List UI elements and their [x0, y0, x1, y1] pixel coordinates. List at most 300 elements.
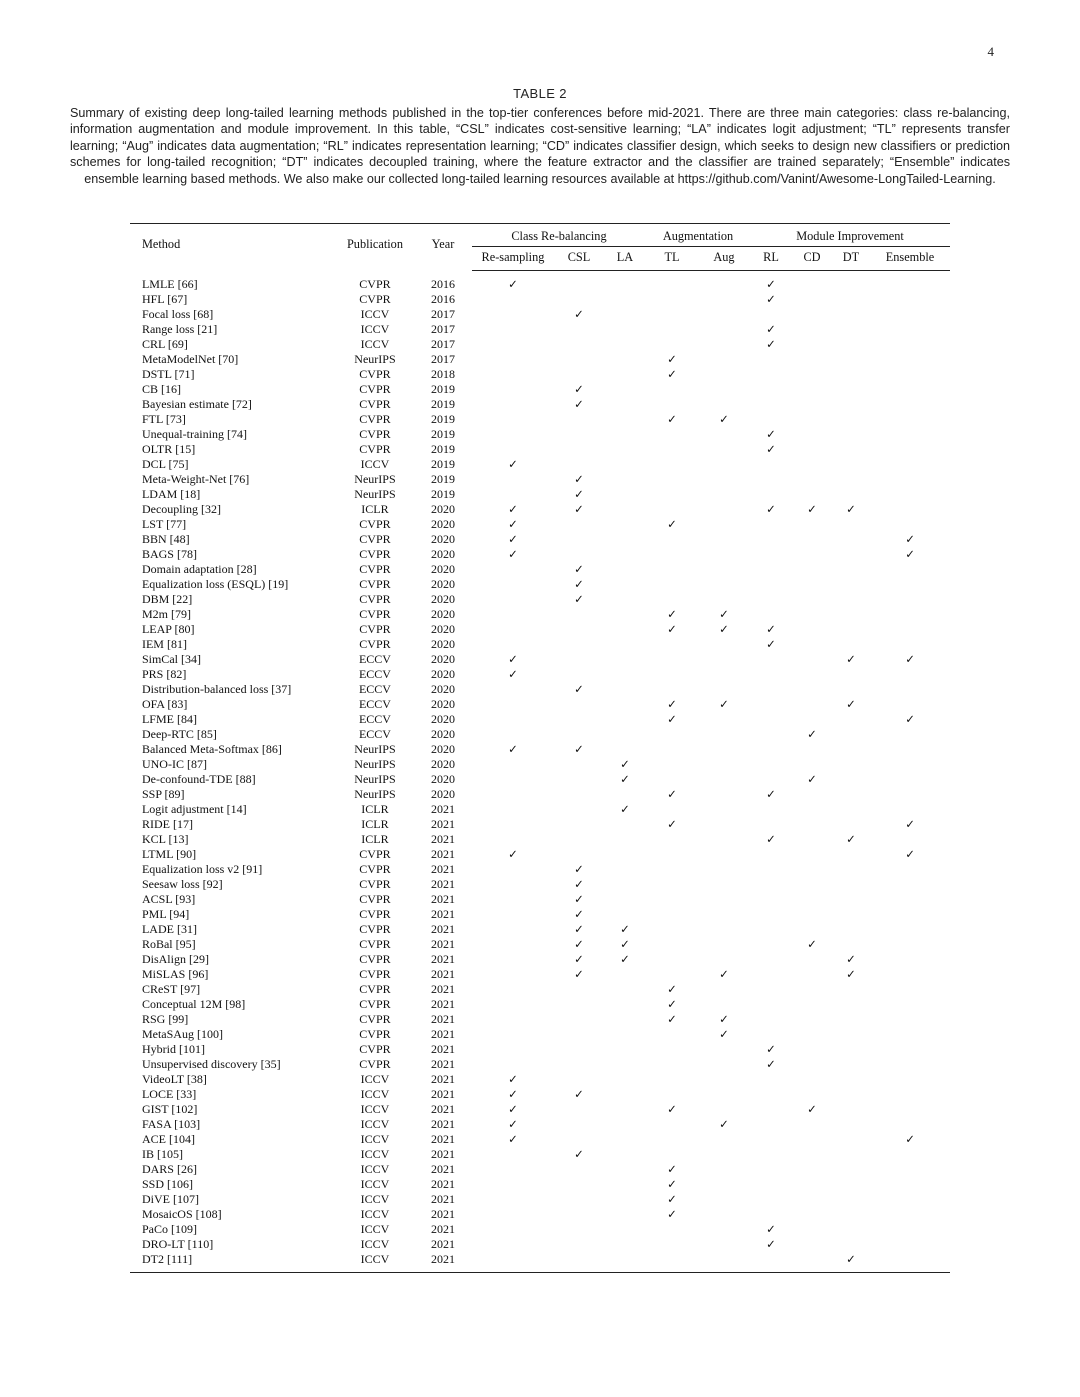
publication-cell: CVPR — [359, 607, 391, 622]
check-mark: ✓ — [807, 502, 817, 517]
publication-cell: NeurIPS — [354, 772, 396, 787]
empty-cell — [698, 742, 750, 757]
empty-cell — [554, 1057, 604, 1072]
empty-cell — [792, 652, 832, 667]
empty-cell — [750, 307, 792, 322]
table-row — [130, 592, 950, 607]
empty-cell — [646, 292, 698, 307]
empty-cell — [792, 1027, 832, 1042]
check-mark: ✓ — [766, 427, 776, 442]
check-mark: ✓ — [719, 967, 729, 982]
empty-cell — [870, 562, 950, 577]
method-cell: DT2 [111] — [141, 1252, 193, 1267]
method-cell: GIST [102] — [141, 1102, 198, 1117]
check-mark: ✓ — [574, 307, 584, 322]
empty-cell — [698, 592, 750, 607]
publication-cell: CVPR — [359, 592, 391, 607]
empty-cell — [832, 847, 870, 862]
empty-cell — [698, 502, 750, 517]
method-cell: PaCo [109] — [141, 1222, 197, 1237]
empty-cell — [832, 1027, 870, 1042]
method-cell: LMLE [66] — [141, 276, 198, 291]
table-row — [130, 952, 950, 967]
empty-cell — [698, 1147, 750, 1162]
empty-cell — [832, 367, 870, 382]
empty-cell — [750, 577, 792, 592]
table-row — [130, 1192, 950, 1207]
check-mark: ✓ — [667, 1012, 677, 1027]
check-mark: ✓ — [508, 517, 518, 532]
empty-cell — [832, 1177, 870, 1192]
empty-cell — [750, 997, 792, 1012]
empty-cell — [604, 817, 646, 832]
empty-cell — [646, 1147, 698, 1162]
check-mark: ✓ — [620, 772, 630, 787]
empty-cell — [646, 427, 698, 442]
empty-cell — [472, 1207, 554, 1222]
empty-cell — [554, 1222, 604, 1237]
publication-cell: ICCV — [360, 1117, 390, 1132]
empty-cell — [472, 577, 554, 592]
publication-cell: CVPR — [359, 382, 391, 397]
method-cell: LADE [31] — [141, 922, 197, 937]
empty-cell — [472, 397, 554, 412]
empty-cell — [698, 892, 750, 907]
empty-cell — [554, 322, 604, 337]
empty-cell — [646, 952, 698, 967]
check-mark: ✓ — [766, 277, 776, 292]
empty-cell — [604, 337, 646, 352]
empty-cell — [870, 1087, 950, 1102]
year-cell: 2021 — [430, 1162, 455, 1177]
empty-cell — [750, 487, 792, 502]
year-cell: 2021 — [430, 1117, 455, 1132]
method-cell: Deep-RTC [85] — [141, 727, 217, 742]
empty-cell — [750, 367, 792, 382]
table-row — [130, 847, 950, 862]
check-mark: ✓ — [574, 892, 584, 907]
publication-cell: ECCV — [358, 682, 391, 697]
method-cell: ACSL [93] — [141, 892, 196, 907]
empty-cell — [870, 1192, 950, 1207]
empty-cell — [698, 847, 750, 862]
table-row — [130, 682, 950, 697]
empty-cell — [792, 457, 832, 472]
empty-cell — [554, 1252, 604, 1273]
empty-cell — [792, 517, 832, 532]
year-cell: 2020 — [430, 637, 455, 652]
empty-cell — [604, 697, 646, 712]
method-cell: Domain adaptation [28] — [141, 562, 257, 577]
check-mark: ✓ — [574, 907, 584, 922]
empty-cell — [646, 577, 698, 592]
empty-cell — [832, 1162, 870, 1177]
method-cell: MetaSAug [100] — [141, 1027, 223, 1042]
check-mark: ✓ — [807, 727, 817, 742]
check-mark: ✓ — [807, 772, 817, 787]
empty-cell — [832, 442, 870, 457]
empty-cell — [792, 997, 832, 1012]
empty-cell — [554, 457, 604, 472]
col-header-resampling: Re-sampling — [472, 247, 554, 271]
empty-cell — [870, 352, 950, 367]
empty-cell — [604, 727, 646, 742]
method-cell: DCL [75] — [141, 457, 189, 472]
check-mark: ✓ — [719, 622, 729, 637]
check-mark: ✓ — [667, 1102, 677, 1117]
year-cell: 2019 — [430, 472, 455, 487]
empty-cell — [554, 352, 604, 367]
empty-cell — [604, 1147, 646, 1162]
publication-cell: CVPR — [359, 997, 391, 1012]
empty-cell — [832, 547, 870, 562]
empty-cell — [472, 892, 554, 907]
table-row — [130, 307, 950, 322]
empty-cell — [870, 1117, 950, 1132]
empty-cell — [646, 322, 698, 337]
table-row — [130, 1042, 950, 1057]
method-cell: LEAP [80] — [141, 622, 195, 637]
year-cell: 2020 — [430, 607, 455, 622]
check-mark: ✓ — [667, 1207, 677, 1222]
method-cell: FASA [103] — [141, 1117, 201, 1132]
check-mark: ✓ — [620, 952, 630, 967]
table-row — [130, 817, 950, 832]
empty-cell — [792, 412, 832, 427]
publication-cell: CVPR — [359, 847, 391, 862]
publication-cell: ICLR — [361, 802, 389, 817]
year-cell: 2019 — [430, 397, 455, 412]
empty-cell — [792, 637, 832, 652]
empty-cell — [472, 622, 554, 637]
empty-cell — [832, 1072, 870, 1087]
empty-cell — [750, 547, 792, 562]
empty-cell — [750, 682, 792, 697]
empty-cell — [604, 1252, 646, 1273]
empty-cell — [604, 397, 646, 412]
empty-cell — [604, 1117, 646, 1132]
check-mark: ✓ — [846, 832, 856, 847]
empty-cell — [832, 862, 870, 877]
empty-cell — [698, 1102, 750, 1117]
empty-cell — [604, 562, 646, 577]
year-cell: 2021 — [430, 892, 455, 907]
empty-cell — [792, 532, 832, 547]
empty-cell — [646, 472, 698, 487]
empty-cell — [792, 1207, 832, 1222]
table-row — [130, 742, 950, 757]
empty-cell — [792, 472, 832, 487]
empty-cell — [832, 682, 870, 697]
empty-cell — [832, 607, 870, 622]
empty-cell — [832, 1147, 870, 1162]
empty-cell — [472, 952, 554, 967]
col-header-ensemble: Ensemble — [870, 247, 950, 271]
empty-cell — [750, 1132, 792, 1147]
year-cell: 2017 — [430, 307, 455, 322]
check-mark: ✓ — [574, 577, 584, 592]
publication-cell: CVPR — [359, 982, 391, 997]
check-mark: ✓ — [667, 787, 677, 802]
empty-cell — [554, 1237, 604, 1252]
table-row — [130, 787, 950, 802]
empty-cell — [750, 1252, 792, 1273]
empty-cell — [792, 271, 832, 293]
year-cell: 2019 — [430, 457, 455, 472]
empty-cell — [750, 847, 792, 862]
table-row — [130, 352, 950, 367]
year-cell: 2020 — [430, 652, 455, 667]
empty-cell — [604, 322, 646, 337]
publication-cell: ECCV — [358, 727, 391, 742]
empty-cell — [870, 892, 950, 907]
empty-cell — [554, 517, 604, 532]
empty-cell — [750, 412, 792, 427]
publication-cell: CVPR — [359, 907, 391, 922]
publication-cell: ICCV — [360, 1147, 390, 1162]
method-cell: LOCE [33] — [141, 1087, 197, 1102]
empty-cell — [604, 637, 646, 652]
table-row — [130, 1177, 950, 1192]
method-cell: PRS [82] — [141, 667, 187, 682]
empty-cell — [604, 271, 646, 293]
empty-cell — [870, 832, 950, 847]
publication-cell: ICCV — [360, 1222, 390, 1237]
empty-cell — [792, 547, 832, 562]
empty-cell — [472, 757, 554, 772]
empty-cell — [832, 817, 870, 832]
publication-cell: CVPR — [359, 276, 391, 291]
table-row — [130, 862, 950, 877]
year-cell: 2019 — [430, 487, 455, 502]
empty-cell — [472, 1027, 554, 1042]
empty-cell — [832, 457, 870, 472]
method-cell: Hybrid [101] — [141, 1042, 205, 1057]
empty-cell — [698, 787, 750, 802]
empty-cell — [870, 622, 950, 637]
table-row — [130, 982, 950, 997]
empty-cell — [554, 847, 604, 862]
empty-cell — [792, 892, 832, 907]
empty-cell — [698, 937, 750, 952]
empty-cell — [870, 322, 950, 337]
check-mark: ✓ — [846, 502, 856, 517]
empty-cell — [646, 562, 698, 577]
empty-cell — [472, 1177, 554, 1192]
table-row — [130, 442, 950, 457]
publication-cell: ICCV — [360, 1192, 390, 1207]
method-cell: CReST [97] — [141, 982, 201, 997]
check-mark: ✓ — [846, 952, 856, 967]
empty-cell — [870, 952, 950, 967]
publication-cell: CVPR — [359, 562, 391, 577]
empty-cell — [750, 1192, 792, 1207]
empty-cell — [792, 1147, 832, 1162]
empty-cell — [604, 967, 646, 982]
empty-cell — [750, 1162, 792, 1177]
empty-cell — [792, 607, 832, 622]
empty-cell — [646, 772, 698, 787]
empty-cell — [832, 907, 870, 922]
empty-cell — [792, 1132, 832, 1147]
group-header-module-improvement: Module Improvement — [750, 224, 950, 247]
empty-cell — [472, 1162, 554, 1177]
empty-cell — [792, 427, 832, 442]
empty-cell — [472, 292, 554, 307]
empty-cell — [792, 922, 832, 937]
check-mark: ✓ — [719, 1012, 729, 1027]
empty-cell — [472, 307, 554, 322]
table-row — [130, 877, 950, 892]
publication-cell: ICCV — [360, 1087, 390, 1102]
method-cell: Seesaw loss [92] — [141, 877, 223, 892]
empty-cell — [750, 1177, 792, 1192]
empty-cell — [698, 532, 750, 547]
method-cell: MiSLAS [96] — [141, 967, 209, 982]
year-cell: 2020 — [430, 757, 455, 772]
publication-cell: CVPR — [359, 397, 391, 412]
empty-cell — [832, 271, 870, 293]
empty-cell — [646, 877, 698, 892]
table-row — [130, 892, 950, 907]
empty-cell — [792, 862, 832, 877]
empty-cell — [870, 787, 950, 802]
empty-cell — [792, 817, 832, 832]
empty-cell — [750, 907, 792, 922]
empty-cell — [698, 802, 750, 817]
empty-cell — [870, 1072, 950, 1087]
empty-cell — [698, 982, 750, 997]
empty-cell — [792, 577, 832, 592]
empty-cell — [792, 622, 832, 637]
col-header-la: LA — [604, 247, 646, 271]
year-cell: 2020 — [430, 532, 455, 547]
check-mark: ✓ — [905, 817, 915, 832]
check-mark: ✓ — [574, 592, 584, 607]
empty-cell — [604, 622, 646, 637]
empty-cell — [698, 997, 750, 1012]
year-cell: 2021 — [430, 1237, 455, 1252]
method-cell: HFL [67] — [141, 292, 188, 307]
check-mark: ✓ — [766, 832, 776, 847]
table-row — [130, 532, 950, 547]
check-mark: ✓ — [766, 337, 776, 352]
table-row — [130, 607, 950, 622]
publication-cell: ICCV — [360, 337, 390, 352]
empty-cell — [604, 847, 646, 862]
publication-cell: CVPR — [359, 937, 391, 952]
empty-cell — [832, 412, 870, 427]
table-row — [130, 547, 950, 562]
empty-cell — [472, 427, 554, 442]
check-mark: ✓ — [807, 1102, 817, 1117]
empty-cell — [604, 1042, 646, 1057]
publication-cell: ICCV — [360, 1237, 390, 1252]
empty-cell — [832, 667, 870, 682]
check-mark: ✓ — [667, 982, 677, 997]
publication-cell: CVPR — [359, 547, 391, 562]
table-row — [130, 637, 950, 652]
empty-cell — [472, 322, 554, 337]
empty-cell — [832, 1012, 870, 1027]
empty-cell — [870, 1222, 950, 1237]
check-mark: ✓ — [508, 1117, 518, 1132]
empty-cell — [646, 337, 698, 352]
table-caption-text: Summary of existing deep long-tailed learning methods published in the top-tier conferences before mid-2021. There are three main categories: class re-balancing, information augmentation and module improvement. In this table, “CSL” indicates cost-sensitive learning; “LA” indicates logit adjustment; “TL” represents transfer learning; “Aug” indicates data augmentation; “RL” indicates representation learning; “CD” indicates classifier design, which seeks to design new classifiers or prediction schemes for long-tailed recognition; “DT” indicates decoupled training, where the feature extractor and the classifier are trained separately; “Ensemble” indicates ensemble learning based methods. We also make our collected long-tailed learning resources available at https://github.com/Vanint/Awesome-LongTailed-Learning. — [70, 106, 1010, 186]
empty-cell — [750, 532, 792, 547]
empty-cell — [646, 742, 698, 757]
check-mark: ✓ — [905, 712, 915, 727]
empty-cell — [554, 1177, 604, 1192]
empty-cell — [698, 922, 750, 937]
table-row — [130, 397, 950, 412]
empty-cell — [870, 997, 950, 1012]
empty-cell — [792, 1237, 832, 1252]
publication-cell: ICCV — [360, 1207, 390, 1222]
empty-cell — [698, 1162, 750, 1177]
empty-cell — [870, 307, 950, 322]
empty-cell — [870, 1042, 950, 1057]
empty-cell — [750, 1207, 792, 1222]
year-cell: 2021 — [430, 832, 455, 847]
empty-cell — [870, 427, 950, 442]
check-mark: ✓ — [905, 1132, 915, 1147]
year-cell: 2021 — [430, 802, 455, 817]
empty-cell — [870, 337, 950, 352]
year-cell: 2020 — [430, 517, 455, 532]
check-mark: ✓ — [508, 502, 518, 517]
empty-cell — [472, 727, 554, 742]
empty-cell — [792, 742, 832, 757]
empty-cell — [698, 442, 750, 457]
empty-cell — [646, 532, 698, 547]
empty-cell — [750, 967, 792, 982]
empty-cell — [792, 382, 832, 397]
empty-cell — [646, 637, 698, 652]
page-number: 4 — [987, 44, 994, 59]
empty-cell — [832, 487, 870, 502]
table-body — [130, 271, 950, 1273]
empty-cell — [750, 772, 792, 787]
empty-cell — [472, 697, 554, 712]
empty-cell — [792, 967, 832, 982]
publication-cell: CVPR — [359, 1042, 391, 1057]
empty-cell — [832, 337, 870, 352]
empty-cell — [698, 1222, 750, 1237]
empty-cell — [870, 292, 950, 307]
empty-cell — [554, 817, 604, 832]
empty-cell — [870, 1147, 950, 1162]
method-cell: ACE [104] — [141, 1132, 195, 1147]
year-cell: 2020 — [430, 787, 455, 802]
publication-cell: NeurIPS — [354, 352, 396, 367]
check-mark: ✓ — [667, 1177, 677, 1192]
table-row — [130, 967, 950, 982]
empty-cell — [750, 562, 792, 577]
empty-cell — [750, 742, 792, 757]
publication-cell: ICCV — [360, 1177, 390, 1192]
method-cell: DARS [26] — [141, 1162, 197, 1177]
empty-cell — [554, 787, 604, 802]
empty-cell — [792, 832, 832, 847]
year-cell: 2021 — [430, 997, 455, 1012]
empty-cell — [604, 1192, 646, 1207]
year-cell: 2021 — [430, 1147, 455, 1162]
empty-cell — [698, 1192, 750, 1207]
method-cell: MetaModelNet [70] — [141, 352, 239, 367]
year-cell: 2016 — [430, 276, 455, 291]
table-row — [130, 292, 950, 307]
